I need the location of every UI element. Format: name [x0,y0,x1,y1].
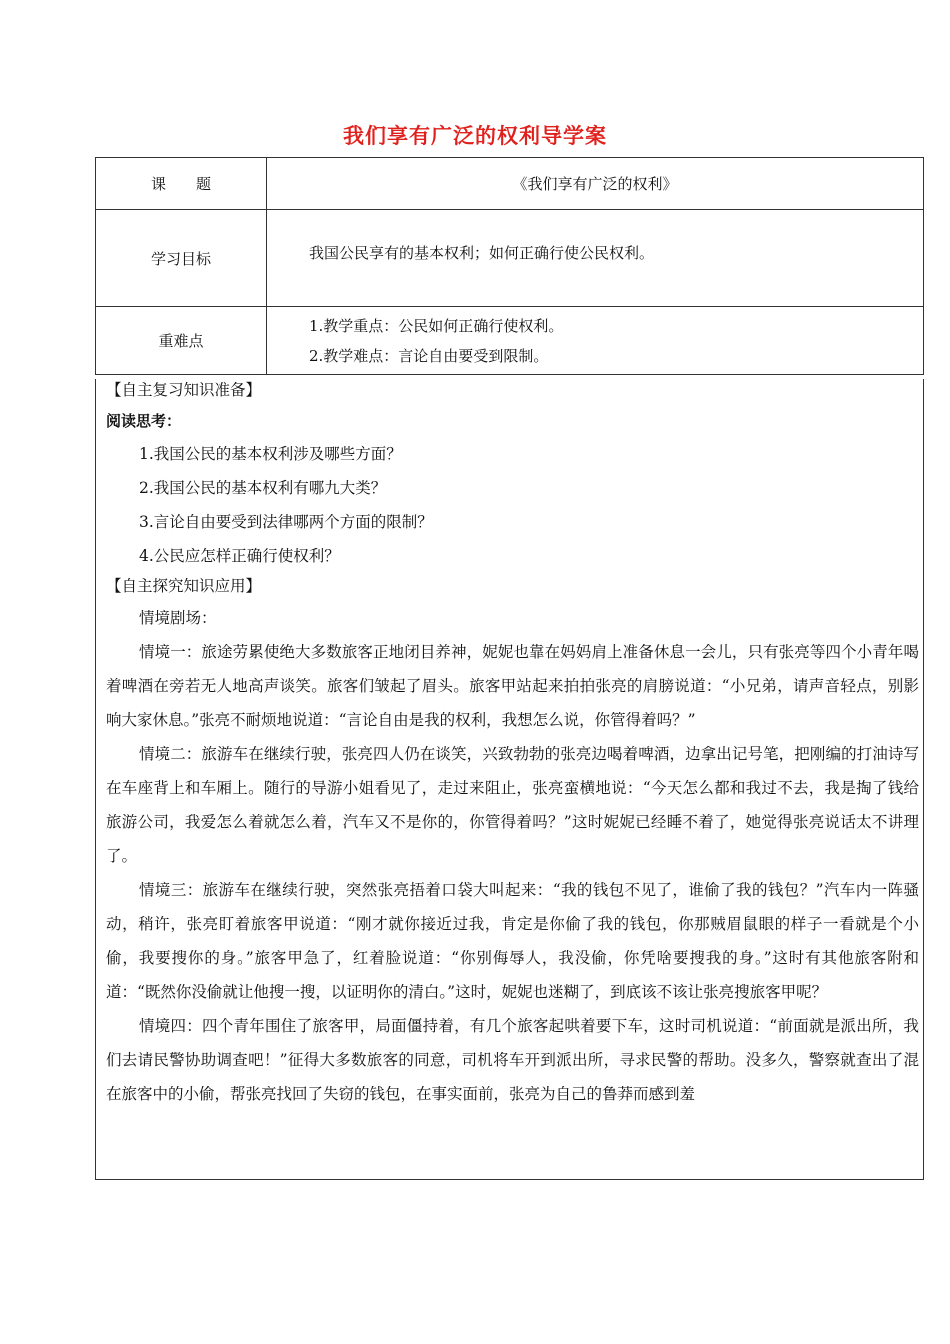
list-item: 2.教学难点：言论自由要受到限制。 [309,346,549,365]
question-item: 3.言论自由要受到法律哪两个方面的限制？ [139,513,433,531]
question-item: 4.公民应怎样正确行使权利？ [139,547,340,565]
table-row [96,210,924,307]
section-heading: 【自主复习知识准备】 [106,381,262,399]
section-subheading: 阅读思考： [106,412,182,430]
table-row [96,307,924,375]
list-item: 1.教学重点：公民如何正确行使权利。 [309,316,564,335]
question-item: 1.我国公民的基本权利涉及哪些方面？ [139,445,402,463]
content-box [95,379,924,1180]
scenario-paragraph: 情境二：旅游车在继续行驶，张亮四人仍在谈笑，兴致勃勃的张亮边喝着啤酒，边拿出记号笔，把刚编的打油诗写在车座背上和车厢上。随行的导游小姐看见了，走过来阻止，张亮蛮横地说：“今天怎么都和我过不去，我是掏了钱给旅游公司，我爱怎么着就怎么着，汽车又不是你的，你管得着吗？”这时妮妮已经睡不着了，她觉得张亮说话太不讲理了。 [106,745,919,865]
row-label: 课 题 [96,158,267,210]
scenario-paragraph: 情境一：旅途劳累使绝大多数旅客正地闭目养神，妮妮也靠在妈妈肩上准备休息一会儿，只有张亮等四个小青年喝着啤酒在旁若无人地高声谈笑。旅客们皱起了眉头。旅客甲站起来拍拍张亮的肩膀说道：“小兄弟，请声音轻点，别影响大家休息。”张亮不耐烦地说道：“言论自由是我的权利，我想怎么说，你管得着吗？” [106,643,919,729]
table-row [96,158,924,210]
row-label: 重难点 [96,307,267,375]
lead-text: 情境剧场： [139,609,217,627]
row-value: 我国公民享有的基本权利；如何正确行使公民权利。 [309,244,655,262]
scenario-paragraph: 情境三：旅游车在继续行驶，突然张亮捂着口袋大叫起来：“我的钱包不见了，谁偷了我的钱包？”汽车内一阵骚动，稍许，张亮盯着旅客甲说道：“刚才就你接近过我，肯定是你偷了我的钱包，你那贼眉鼠眼的样子一看就是个小偷，我要搜你的身。”旅客甲急了，红着脸说道：“你别侮辱人，我没偷，你凭啥要搜我的身。”这时有其他旅客附和道：“既然你没偷就让他搜一搜，以证明你的清白。”这时，妮妮也迷糊了，到底该不该让张亮搜旅客甲呢？ [106,881,919,1001]
section-heading: 【自主探究知识应用】 [106,577,262,595]
row-label: 学习目标 [96,210,267,307]
question-item: 2.我国公民的基本权利有哪九大类？ [139,479,387,497]
row-value: 《我们享有广泛的权利》 [267,158,924,210]
scenario-paragraph: 情境四：四个青年围住了旅客甲，局面僵持着，有几个旅客起哄着要下车，这时司机说道：“前面就是派出所，我们去请民警协助调查吧！”征得大多数旅客的同意，司机将车开到派出所，寻求民警的帮助。没多久，警察就查出了混在旅客中的小偷，帮张亮找回了失窃的钱包，在事实面前，张亮为自己的鲁莽而感到羞 [106,1017,919,1103]
info-table [95,157,924,375]
document-title: 我们享有广泛的权利导学案 [343,124,607,148]
